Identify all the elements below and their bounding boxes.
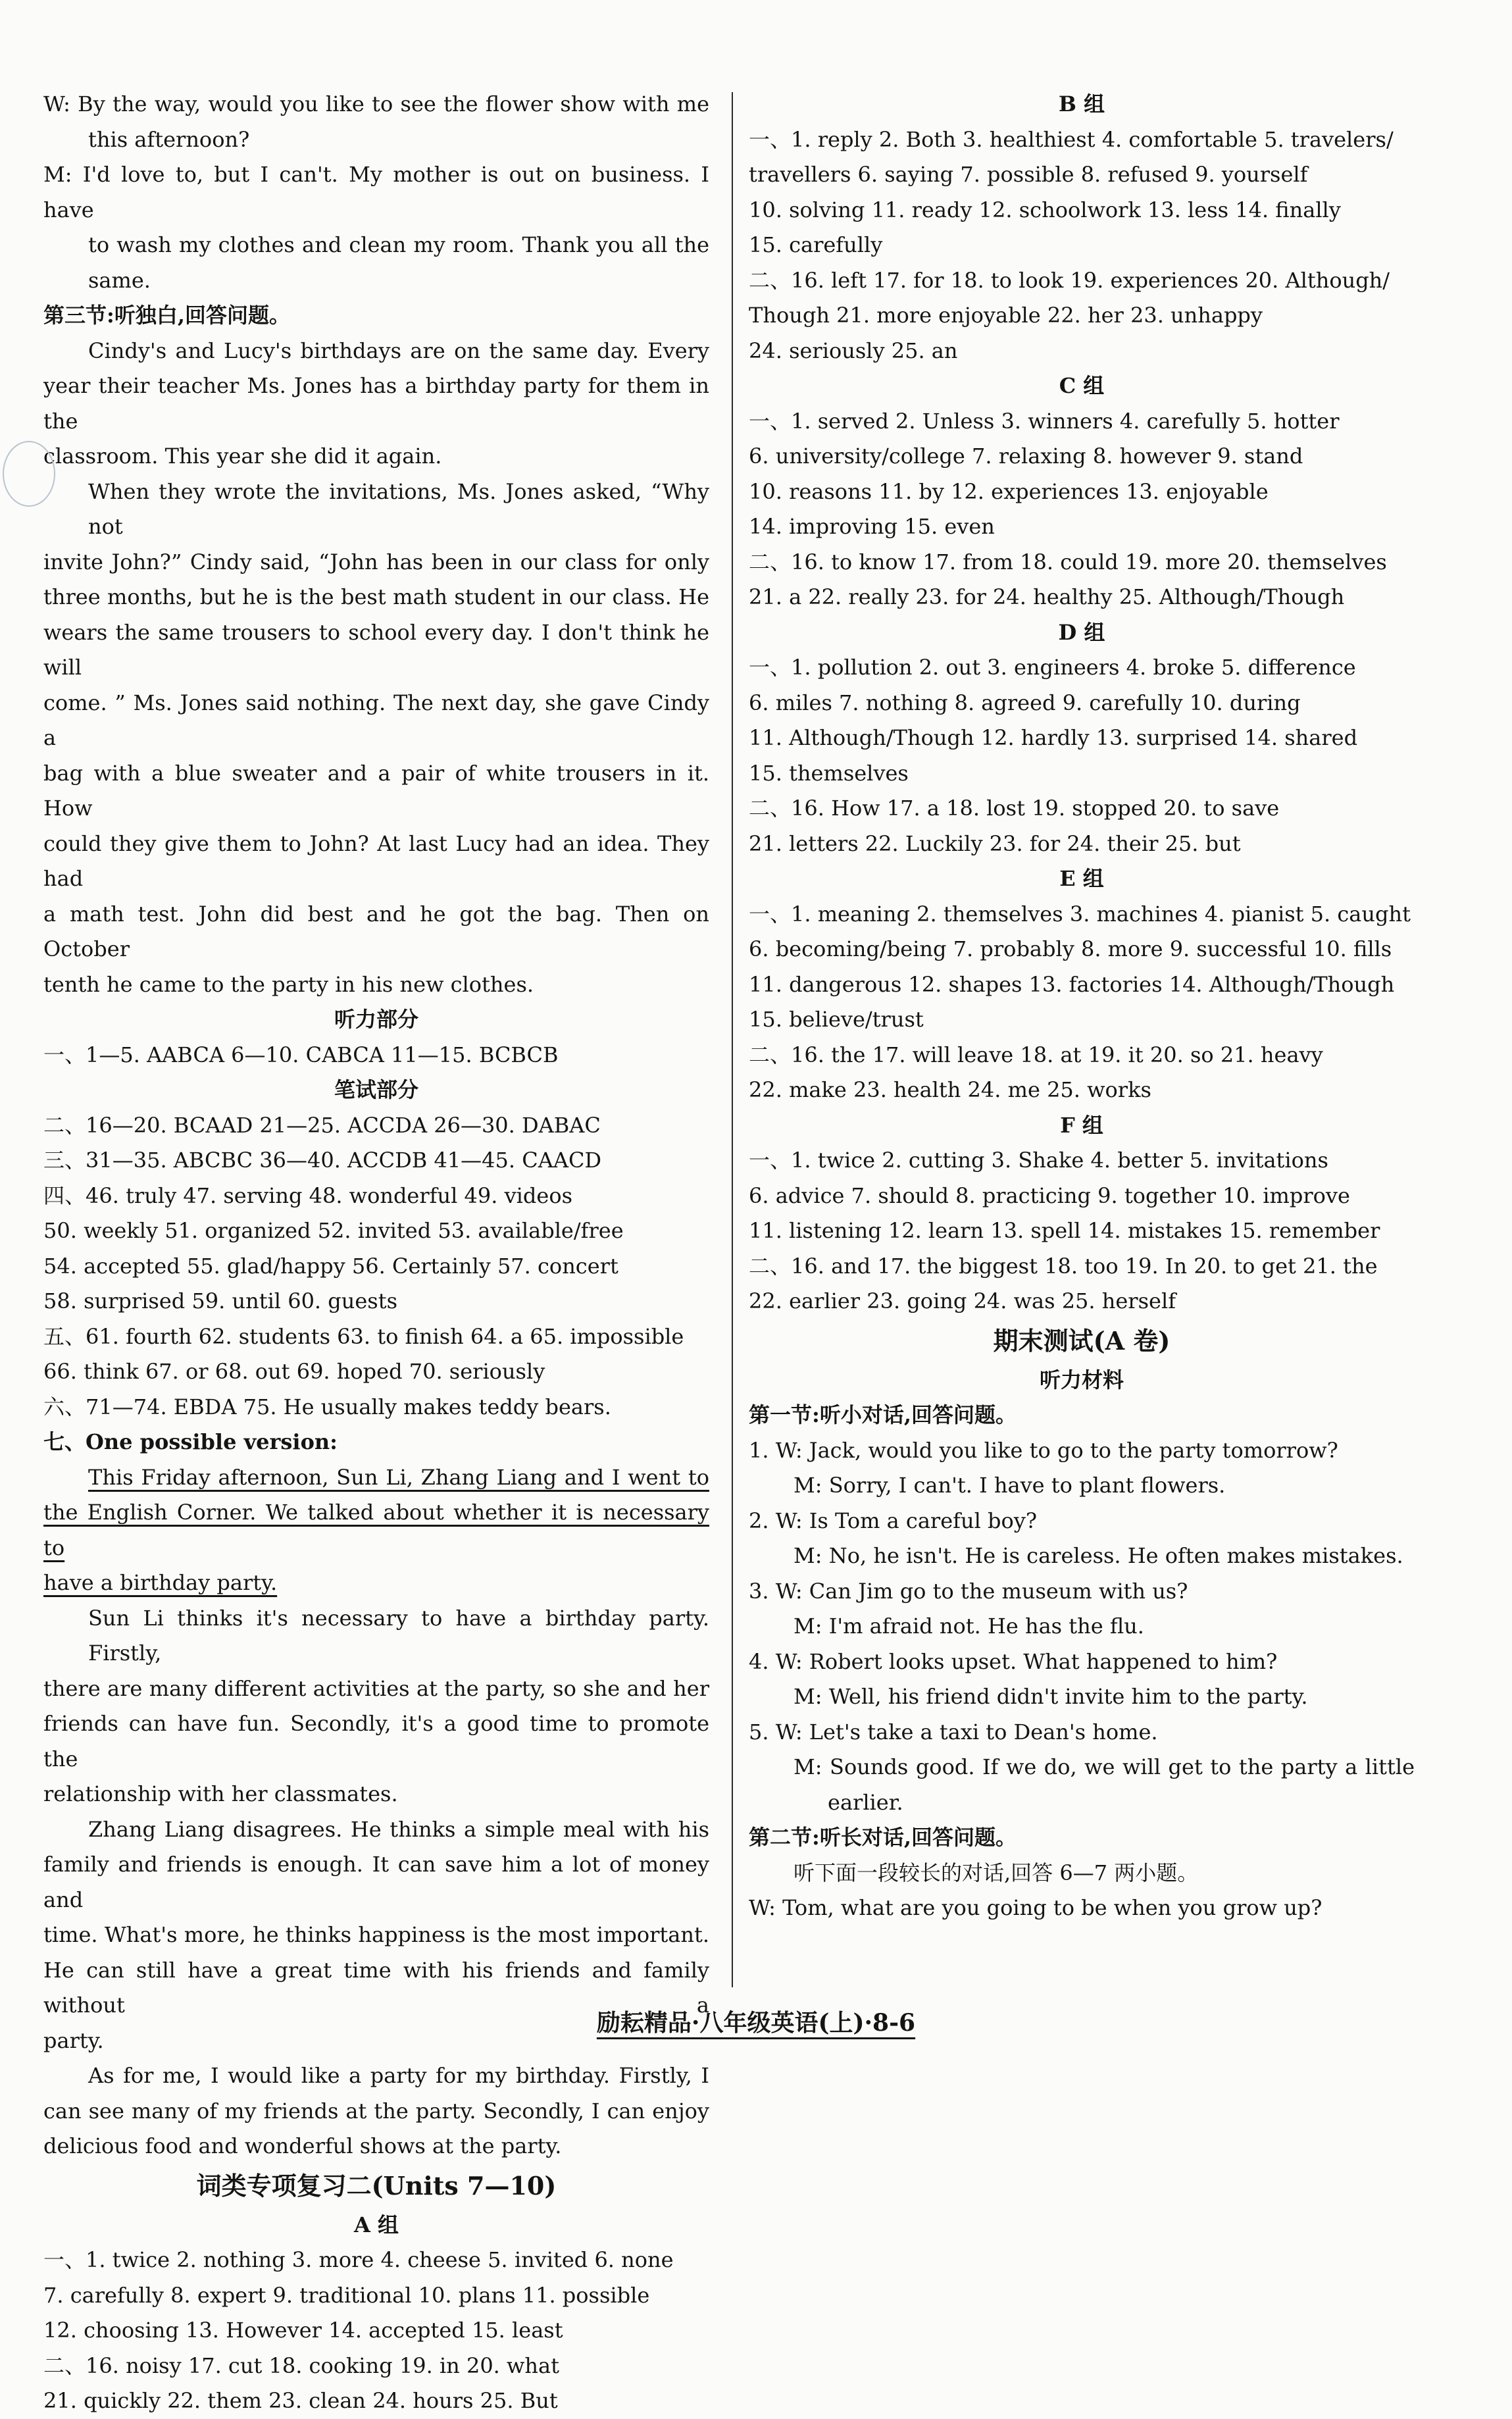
section-title: 笔试部分 <box>334 1077 418 1102</box>
dialogue-line: M: Well, his friend didn't invite him to the party. <box>794 1684 1308 1709</box>
section-title: 听力材料 <box>1039 1367 1124 1392</box>
answer-line: 三、31—35. ABCBC 36—40. ACCDB 41—45. CAACD <box>43 1148 602 1173</box>
answer-line: 24. seriously 25. an <box>749 338 958 363</box>
dialogue-line: M: Sorry, I can't. I have to plant flowers. <box>794 1473 1226 1498</box>
group-title: F 组 <box>1060 1112 1103 1138</box>
text-line: this afternoon? <box>88 126 250 152</box>
answer-line: 66. think 67. or 68. out 69. hoped 70. seriously <box>43 1359 545 1384</box>
text-line: tenth he came to the party in his new clothes. <box>43 971 534 997</box>
instruction-line: 听下面一段较长的对话,回答 6—7 两小题。 <box>794 1860 1199 1885</box>
text-line: can see many of my friends at the party. Secondly, I can enjoy <box>43 2098 709 2124</box>
answer-line: 6. university/college 7. relaxing 8. however 9. stand <box>749 444 1303 469</box>
text-line: family and friends is enough. It can save him a lot of money and <box>43 1852 709 1912</box>
section-title: 听力部分 <box>334 1007 418 1032</box>
answer-line: travellers 6. saying 7. possible 8. refused 9. yourself <box>749 162 1308 187</box>
group-title: B 组 <box>1058 91 1105 116</box>
answer-line: 6. advice 7. should 8. practicing 9. together 10. improve <box>749 1183 1350 1208</box>
column-divider <box>732 92 733 1987</box>
answer-line: 11. dangerous 12. shapes 13. factories 14. Although/Though <box>749 971 1395 997</box>
answer-line: 7. carefully 8. expert 9. traditional 10. plans 11. possible <box>43 2282 650 2308</box>
answer-line: 二、16. and 17. the biggest 18. too 19. In 20. to get 21. the <box>749 1253 1378 1279</box>
text-line: time. What's more, he thinks happiness is the most important. <box>43 1922 709 1947</box>
text-line: there are many different activities at the party, so she and her <box>43 1675 709 1701</box>
answer-line: 二、16. the 17. will leave 18. at 19. it 20. so 21. heavy <box>749 1042 1323 1067</box>
answer-line: 二、16. noisy 17. cut 18. cooking 19. in 20. what <box>43 2353 559 2378</box>
stamp-watermark <box>3 441 55 507</box>
answer-line: 58. surprised 59. until 60. guests <box>43 1288 397 1313</box>
text-line: bag with a blue sweater and a pair of white trousers in it. How <box>43 760 709 821</box>
answer-line: 一、1. twice 2. cutting 3. Shake 4. better 5. invitations <box>749 1148 1328 1173</box>
answer-line: 四、46. truly 47. serving 48. wonderful 49. videos <box>43 1183 573 1208</box>
text-line: As for me, I would like a party for my birthday. Firstly, I <box>88 2063 709 2088</box>
group-title: E 组 <box>1059 866 1104 891</box>
dialogue-line: earlier. <box>828 1789 903 1815</box>
answer-line: 12. choosing 13. However 14. accepted 15. least <box>43 2318 563 2343</box>
group-title: A 组 <box>354 2212 399 2237</box>
page-footer: 励耘精品·八年级英语(上)·8-6 <box>596 2009 916 2037</box>
dialogue-line: M: Sounds good. If we do, we will get to the party a little <box>794 1754 1415 1779</box>
dialogue-line: 4. W: Robert looks upset. What happened to him? <box>749 1648 1278 1674</box>
group-title: D 组 <box>1058 619 1105 645</box>
answer-line: 五、61. fourth 62. students 63. to finish 64. a 65. impossible <box>43 1323 684 1349</box>
text-line: delicious food and wonderful shows at the party. <box>43 2133 562 2158</box>
answer-line: 6. miles 7. nothing 8. agreed 9. carefully 10. during <box>749 690 1301 715</box>
answer-line: 15. themselves <box>749 760 909 786</box>
chapter-title: 词类专项复习二(Units 7—10) <box>196 2170 557 2201</box>
right-column <box>749 87 1415 1926</box>
dialogue-line: W: Tom, what are you going to be when you grow up? <box>749 1895 1323 1920</box>
text-line: come. ” Ms. Jones said nothing. The next day, she gave Cindy a <box>43 690 709 750</box>
answer-line: 一、1. pollution 2. out 3. engineers 4. broke 5. difference <box>749 655 1356 680</box>
answer-line: 21. quickly 22. them 23. clean 24. hours 25. But <box>43 2388 558 2413</box>
answer-line: 六、71—74. EBDA 75. He usually makes teddy bears. <box>43 1394 611 1419</box>
section-heading: 第一节:听小对话,回答问题。 <box>749 1402 1017 1427</box>
answer-line: 6. becoming/being 7. probably 8. more 9. successful 10. fills <box>749 936 1392 961</box>
text-line: relationship with her classmates. <box>43 1781 398 1806</box>
answer-line: 21. a 22. really 23. for 24. healthy 25. Although/Though <box>749 584 1345 609</box>
text-line: the English Corner. We talked about whether it is necessary to <box>43 1500 709 1560</box>
dialogue-line: M: No, he isn't. He is careless. He often makes mistakes. <box>794 1543 1403 1568</box>
answer-line: 50. weekly 51. organized 52. invited 53. available/free <box>43 1218 624 1243</box>
answer-line: 10. solving 11. ready 12. schoolwork 13. less 14. finally <box>749 197 1341 222</box>
answer-line: 21. letters 22. Luckily 23. for 24. their 25. but <box>749 830 1241 856</box>
chapter-title: 期末测试(A 卷) <box>993 1325 1171 1356</box>
section-heading: 第三节:听独白,回答问题。 <box>43 303 290 328</box>
answer-line: 一、1. meaning 2. themselves 3. machines 4. pianist 5. caught <box>749 901 1411 927</box>
answer-line: 10. reasons 11. by 12. experiences 13. enjoyable <box>749 478 1269 504</box>
answer-line: 54. accepted 55. glad/happy 56. Certainly 57. concert <box>43 1253 618 1279</box>
text-line: When they wrote the invitations, Ms. Jones asked, “Why not <box>88 478 709 539</box>
dialogue-line: 3. W: Can Jim go to the museum with us? <box>749 1578 1188 1604</box>
text-line: wears the same trousers to school every day. I don't think he will <box>43 619 709 680</box>
answer-line: 二、16—20. BCAAD 21—25. ACCDA 26—30. DABAC <box>43 1112 601 1138</box>
section-heading: 七、One possible version: <box>43 1429 338 1454</box>
text-line: to wash my clothes and clean my room. Thank you all the <box>88 232 709 257</box>
answer-line: 一、1—5. AABCA 6—10. CABCA 11—15. BCBCB <box>43 1042 559 1067</box>
text-line: M: I'd love to, but I can't. My mother is out on business. I have <box>43 162 709 222</box>
text-line: three months, but he is the best math student in our class. He <box>43 584 709 609</box>
answer-line: 22. earlier 23. going 24. was 25. herself <box>749 1288 1176 1313</box>
text-line: friends can have fun. Secondly, it's a good time to promote the <box>43 1711 709 1771</box>
answer-line: 22. make 23. health 24. me 25. works <box>749 1077 1151 1102</box>
text-line: invite John?” Cindy said, “John has been in our class for only <box>43 549 709 574</box>
answer-line: 一、1. served 2. Unless 3. winners 4. carefully 5. hotter <box>749 408 1340 434</box>
dialogue-line: M: I'm afraid not. He has the flu. <box>794 1614 1144 1639</box>
answer-line: 15. carefully <box>749 232 883 257</box>
text-line: Zhang Liang disagrees. He thinks a simple meal with his <box>88 1816 709 1842</box>
answer-line: 一、1. reply 2. Both 3. healthiest 4. comfortable 5. travelers/ <box>749 126 1394 152</box>
text-line: year their teacher Ms. Jones has a birthday party for them in the <box>43 373 709 434</box>
answer-line: Though 21. more enjoyable 22. her 23. unhappy <box>749 303 1263 328</box>
text-line: classroom. This year she did it again. <box>43 444 442 469</box>
answer-line: 二、16. to know 17. from 18. could 19. more 20. themselves <box>749 549 1387 574</box>
section-heading: 第二节:听长对话,回答问题。 <box>749 1825 1017 1850</box>
dialogue-line: 1. W: Jack, would you like to go to the party tomorrow? <box>749 1437 1338 1463</box>
answer-line: 一、1. twice 2. nothing 3. more 4. cheese 5. invited 6. none <box>43 2247 674 2272</box>
text-line: Cindy's and Lucy's birthdays are on the same day. Every <box>88 338 709 363</box>
text-line: same. <box>88 267 151 293</box>
answer-line: 11. Although/Though 12. hardly 13. surprised 14. shared <box>749 725 1358 750</box>
dialogue-line: 5. W: Let's take a taxi to Dean's home. <box>749 1719 1158 1744</box>
text-line: Sun Li thinks it's necessary to have a birthday party. Firstly, <box>88 1605 709 1666</box>
text-line: party. <box>43 2027 104 2053</box>
answer-line: 二、16. left 17. for 18. to look 19. experiences 20. Although/ <box>749 267 1390 293</box>
text-line: a math test. John did best and he got the bag. Then on October <box>43 901 709 961</box>
left-column <box>43 87 709 2419</box>
answer-line: 二、16. How 17. a 18. lost 19. stopped 20. to save <box>749 796 1280 821</box>
text-line: have a birthday party. <box>43 1570 278 1595</box>
text-line: He can still have a great time with his friends and family without a <box>43 1957 709 2018</box>
dialogue-line: 2. W: Is Tom a careful boy? <box>749 1508 1037 1533</box>
text-line: could they give them to John? At last Lucy had an idea. They had <box>43 830 709 891</box>
answer-line: 15. believe/trust <box>749 1007 924 1032</box>
text-line: This Friday afternoon, Sun Li, Zhang Liang and I went to <box>88 1464 709 1490</box>
text-line: W: By the way, would you like to see the flower show with me <box>43 91 709 116</box>
answer-line: 11. listening 12. learn 13. spell 14. mistakes 15. remember <box>749 1218 1380 1243</box>
answer-line: 14. improving 15. even <box>749 514 995 539</box>
group-title: C 组 <box>1059 373 1105 398</box>
